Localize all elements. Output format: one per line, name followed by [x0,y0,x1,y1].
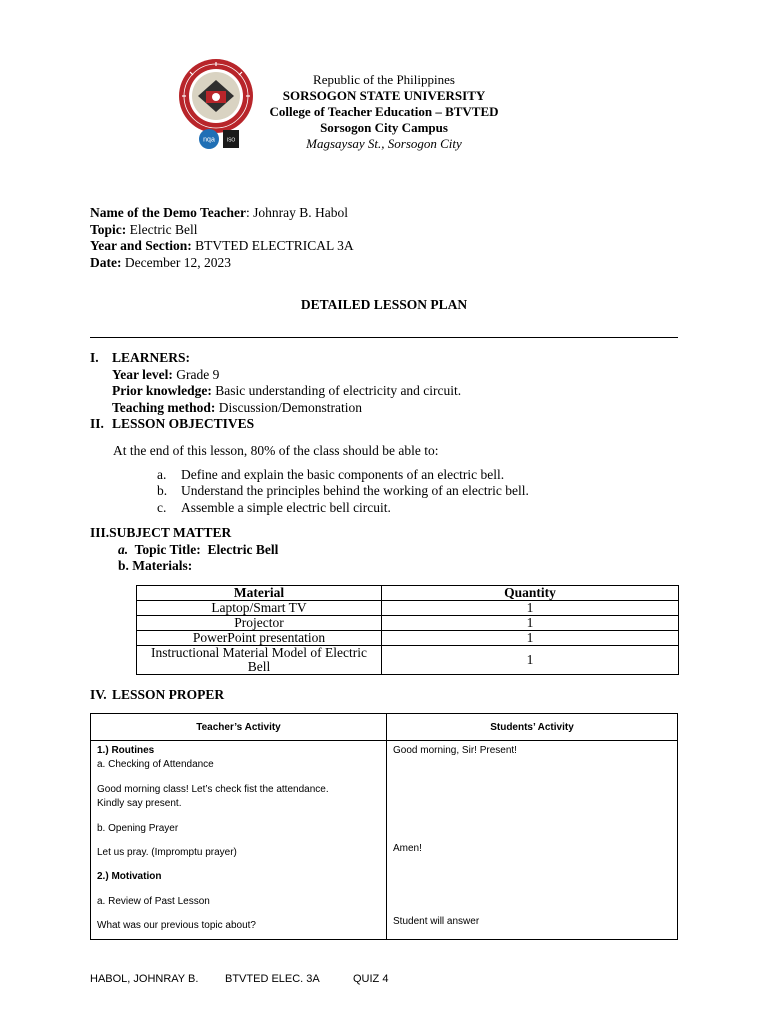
teacher-activity-cell [91,741,387,940]
badge-right-label: ISO [226,137,236,144]
materials-header-quantity: Quantity [382,586,679,601]
subject-matter-section [90,525,278,575]
question-line: What was our previous topic about? [97,920,256,931]
address: Magsaysay St., Sorsogon City [306,136,462,151]
prior-knowledge-label: Prior knowledge: [112,383,212,399]
lesson-proper-heading [90,687,224,704]
teacher-info [90,205,354,271]
footer-quiz: QUIZ 4 [353,973,389,985]
materials-table [136,585,679,675]
letterhead [250,72,518,152]
lesson-proper-title: LESSON PROPER [112,687,225,702]
lesson-proper-number: IV. [90,687,107,702]
teaching-method-label: Teaching method: [112,399,216,415]
teacher-label: Name of the Demo Teacher [90,205,246,220]
college-name: College of Teacher Education – BTVTED [269,104,499,119]
greeting-line-2: Kindly say present. [97,798,182,809]
table-row: Projector 1 [137,616,679,631]
document-title: DETAILED LESSON PLAN [300,297,468,312]
student-answer: Student will answer [393,916,480,927]
list-item: a. Define and explain the basic components of an electric bell. [157,467,505,482]
list-item: b. Understand the principles behind the working of an electric bell. [157,483,529,499]
topic-value: Electric Bell [126,221,198,237]
teaching-method-value: Discussion/Demonstration [215,399,363,415]
review-item: a. Review of Past Lesson [97,896,210,907]
table-row: Laptop/Smart TV 1 [137,601,679,616]
learners-title: LEARNERS: [112,350,191,365]
campus-name: Sorsogon City Campus [320,120,448,135]
topic-title-letter: a. [118,541,129,557]
topic-title-label: Topic Title: [134,541,201,557]
prior-knowledge-value: Basic understanding of electricity and circuit. [211,383,462,399]
attendance-item: a. Checking of Attendance [97,759,214,770]
objectives-list [157,467,529,516]
footer-name: HABOL, JOHNRAY B. [90,973,199,985]
topic-label: Topic: [90,221,127,237]
footer-course: BTVTED ELEC. 3A [225,973,320,985]
teacher-value: : Johnray B. Habol [245,205,348,220]
materials-header-material: Material [137,586,382,601]
year-level-value: Grade 9 [172,366,220,382]
learners-section [90,350,461,433]
table-row: Instructional Material Model of Electric Bell 1 [137,646,679,675]
motivation-heading: 2.) Motivation [97,871,162,882]
prayer-item: b. Opening Prayer [97,823,179,834]
teacher-activity-header: Teacher’s Activity [91,714,387,741]
year-level-label: Year level: [112,366,173,382]
pray-line: Let us pray. (Impromptu prayer) [97,847,237,858]
date-value: December 12, 2023 [121,254,231,270]
list-item: c. Assemble a simple electric bell circuit. [157,499,391,515]
university-name: SORSOGON STATE UNIVERSITY [282,88,486,103]
objectives-number: II. [90,416,104,432]
date-label: Date: [90,254,122,270]
section-label: Year and Section: [90,238,192,254]
subject-matter-number: III. [90,525,110,540]
routines-heading: 1.) Routines [97,745,155,756]
certification-badges [198,128,242,150]
objectives-title: LESSON OBJECTIVES [112,416,255,432]
student-greeting: Good morning, Sir! Present! [393,745,517,756]
activity-table [90,713,678,940]
students-activity-cell [387,741,678,940]
university-seal-logo [178,58,254,134]
students-activity-header: Students’ Activity [387,714,678,741]
learners-number: I. [90,350,99,365]
topic-title-value: Electric Bell [207,541,279,557]
subject-matter-title: SUBJECT MATTER [109,525,232,540]
materials-letter: b. [118,558,129,574]
student-amen: Amen! [393,843,422,854]
materials-label: Materials: [132,558,193,574]
section-value: BTVTED ELECTRICAL 3A [191,238,354,254]
divider [90,337,678,338]
republic-line: Republic of the Philippines [313,72,455,87]
greeting-line-1: Good morning class! Let’s check fist the attendance. [97,784,329,795]
table-row: PowerPoint presentation 1 [137,631,679,646]
objectives-intro: At the end of this lesson, 80% of the class should be able to: [113,443,439,458]
badge-left-label: nqa [203,136,215,144]
